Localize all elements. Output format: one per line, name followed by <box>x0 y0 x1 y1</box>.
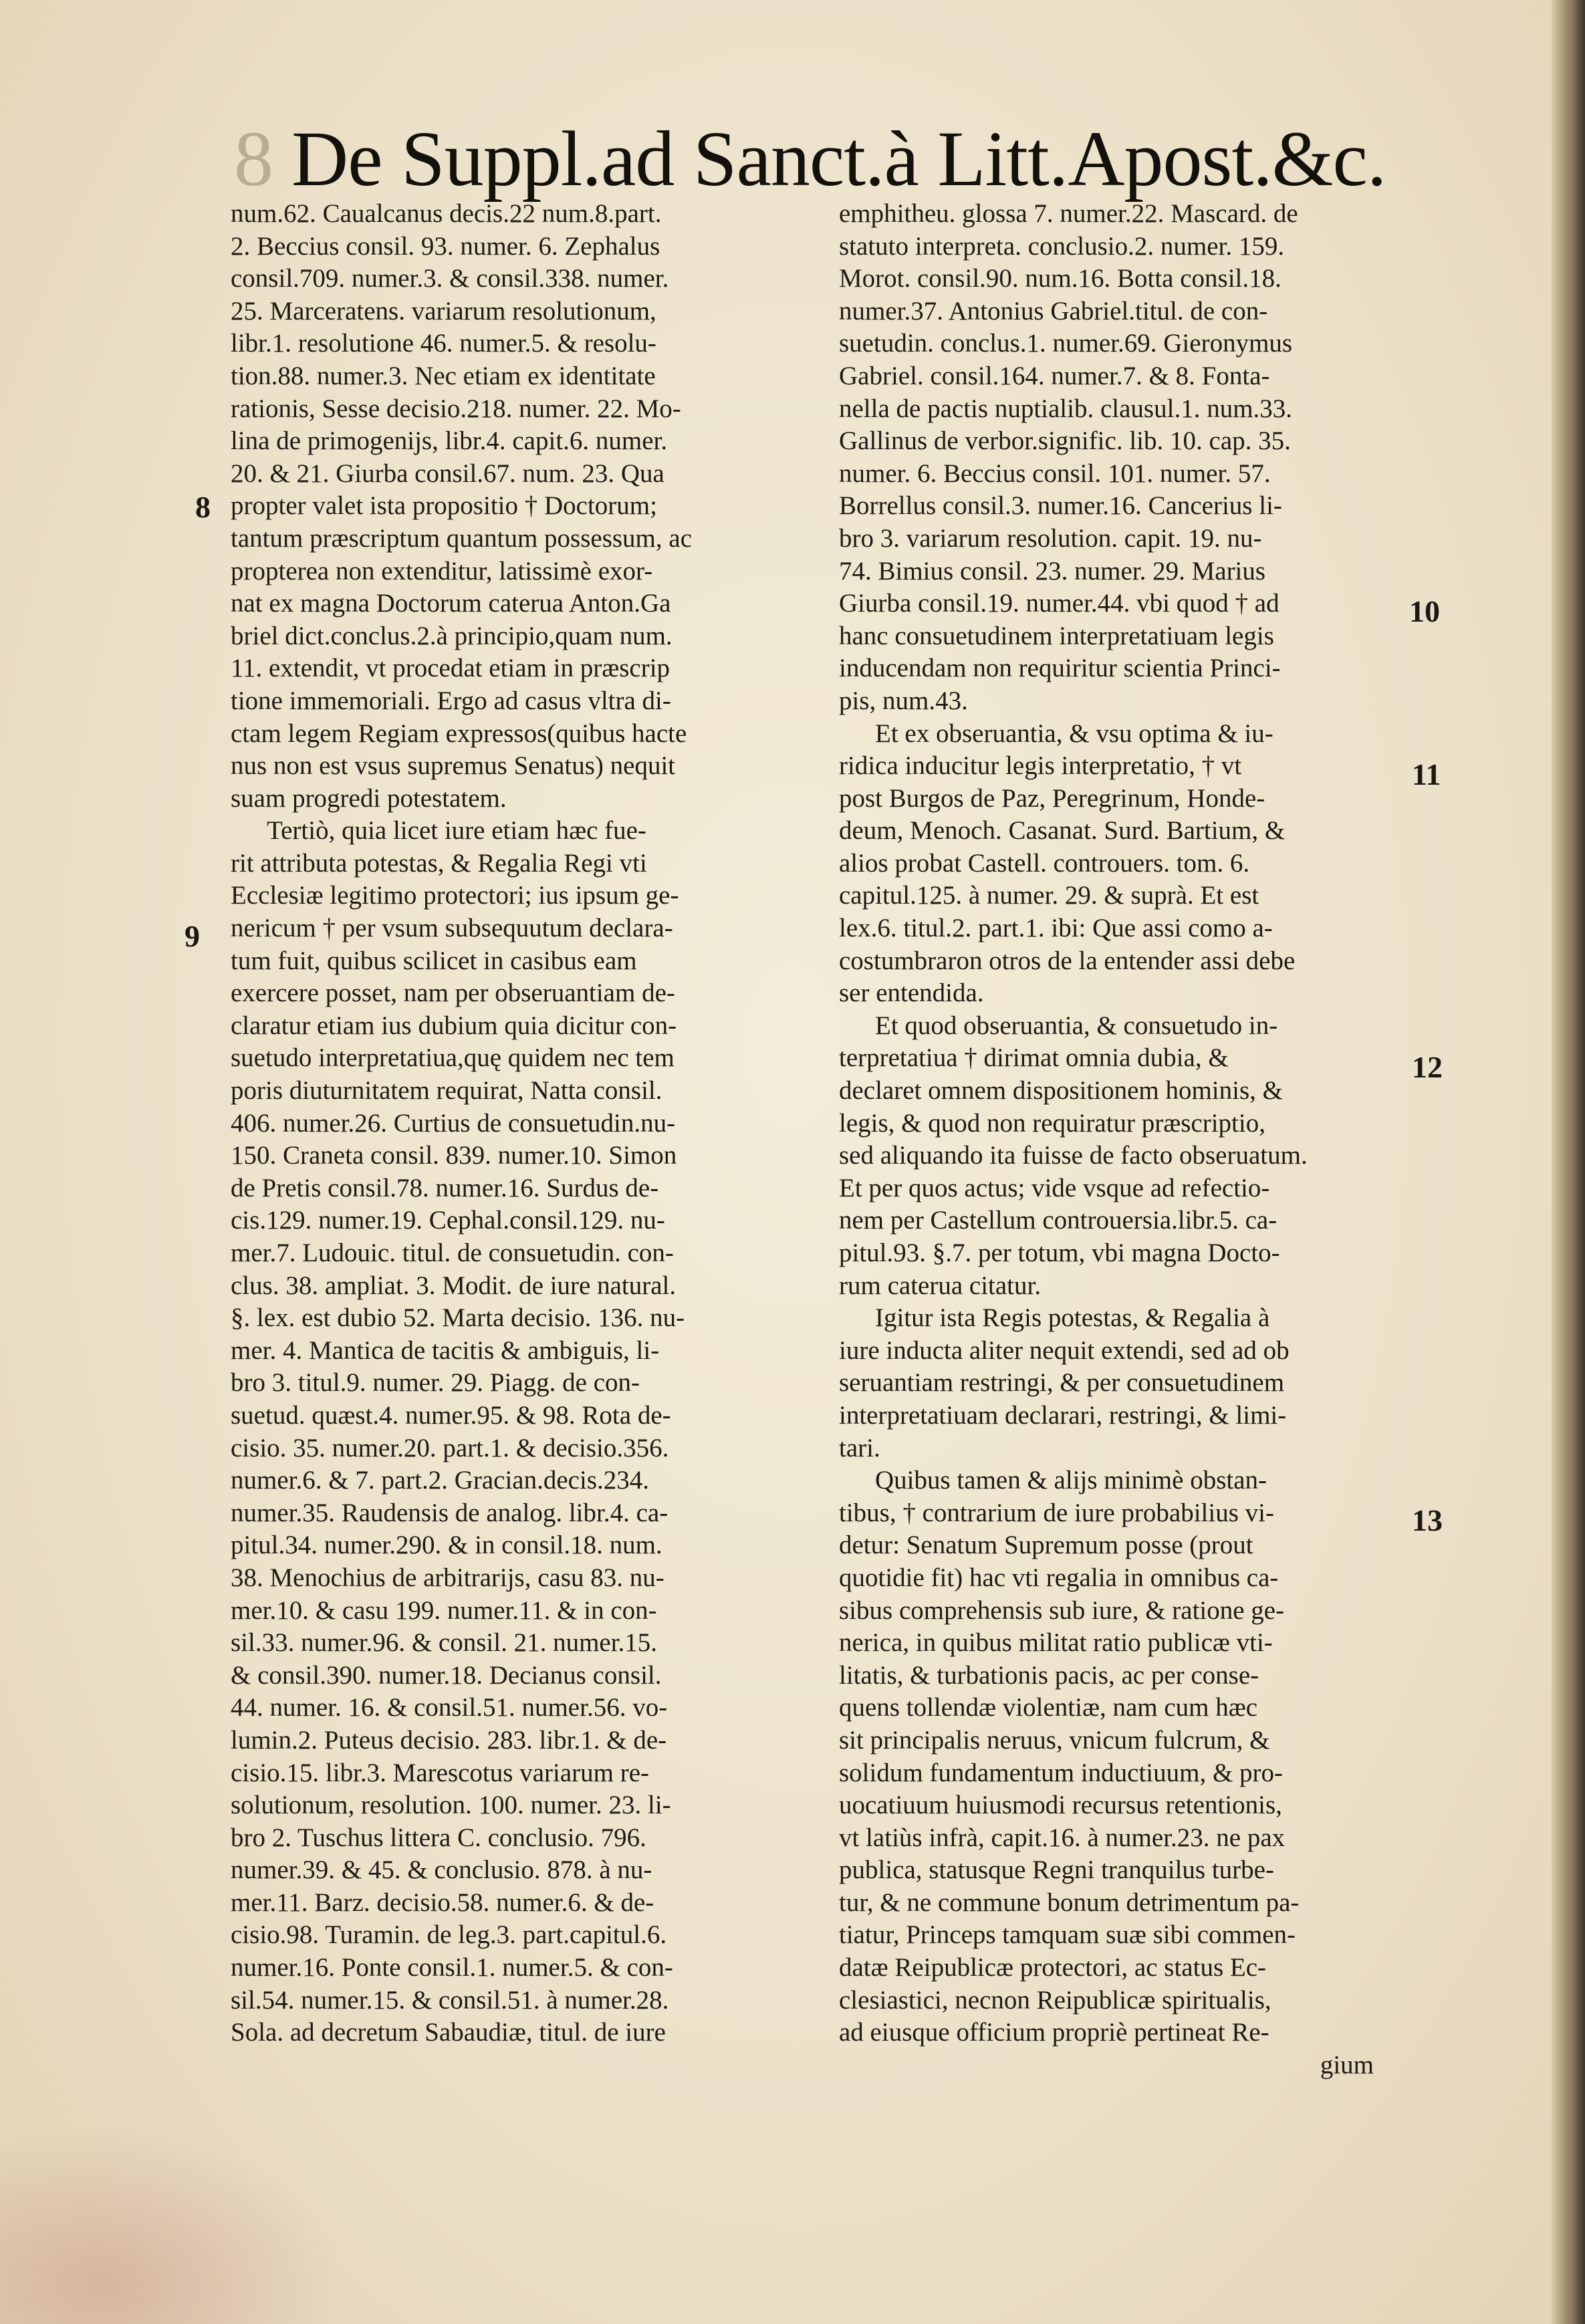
text-line: sibus comprehensis sub iure, & ratione ge- <box>839 1595 1285 1625</box>
text-line: propter valet ista propositio † Doctorum; <box>231 491 657 521</box>
text-line: numer.35. Raudensis de analog. libr.4. ca- <box>231 1498 668 1527</box>
text-line: tibus, † contrarium de iure probabilius vi- <box>839 1498 1274 1527</box>
paragraph-start: Quibus tamen & alijs minimè obstan- <box>875 1466 1267 1495</box>
text-line: terpretatiua † dirimat omnia dubia, & <box>839 1043 1229 1073</box>
text-line: Giurba consil.19. numer.44. vbi quod † ad <box>839 589 1279 618</box>
text-line: nem per Castellum controuersia.libr.5. ca- <box>839 1206 1277 1235</box>
text-line: lina de primogenijs, libr.4. capit.6. numer. <box>231 426 668 456</box>
text-line: ridica inducitur legis interpretatio, † vt <box>839 751 1242 781</box>
text-line: 38. Menochius de arbitrarijs, casu 83. nu- <box>231 1563 664 1592</box>
margin-number-11: 11 <box>1412 757 1441 791</box>
text-line: pitul.34. numer.290. & in consil.18. num. <box>231 1531 662 1560</box>
text-line: suetudo interpretatiua,quę quidem nec tem <box>231 1043 675 1073</box>
text-line: datæ Reipublicæ protectori, ac status Ec- <box>839 1953 1266 1982</box>
text-line: rit attributa potestas, & Regalia Regi vti <box>231 848 647 878</box>
text-line: costumbraron otros de la entender assi debe <box>839 946 1296 975</box>
text-line: lex.6. titul.2. part.1. ibi: Que assi como a- <box>839 914 1273 943</box>
text-line: mer.10. & casu 199. numer.11. & in con- <box>231 1595 657 1625</box>
text-line: uocatiuum huiusmodi recursus retentionis, <box>839 1791 1282 1820</box>
text-line: 2. Beccius consil. 93. numer. 6. Zephalus <box>231 231 660 261</box>
text-line: numer.16. Ponte consil.1. numer.5. & con- <box>231 1953 673 1982</box>
text-line: tum fuit, quibus scilicet in casibus eam <box>231 946 637 975</box>
text-line: ser entendida. <box>839 979 984 1008</box>
text-line: pitul.93. §.7. per totum, vbi magna Docto- <box>839 1239 1280 1267</box>
text-line: tantum præscriptum quantum possessum, ac <box>231 523 693 553</box>
page-edge-shadow <box>1552 0 1585 2324</box>
text-line: deum, Menoch. Casanat. Surd. Bartium, & <box>839 816 1286 846</box>
text-line: suetud. quæst.4. numer.95. & 98. Rota de- <box>231 1400 671 1430</box>
text-line: libr.1. resolutione 46. numer.5. & resolu- <box>231 329 656 358</box>
text-line: declaret omnem dispositionem hominis, & <box>839 1076 1283 1106</box>
page-stain <box>0 2125 348 2324</box>
text-line: legis, & quod non requiratur præscriptio, <box>839 1108 1265 1138</box>
paragraph-start: Tertiò, quia licet iure etiam hæc fue- <box>267 816 646 846</box>
text-line: cisio.15. libr.3. Marescotus variarum re- <box>231 1758 649 1787</box>
text-line: iure inducta aliter nequit extendi, sed ad ob <box>839 1335 1290 1365</box>
text-line: nat ex magna Doctorum caterua Anton.Ga <box>231 589 671 618</box>
text-line: Morot. consil.90. num.16. Botta consil.18. <box>839 264 1282 293</box>
text-line: sil.33. numer.96. & consil. 21. numer.15. <box>231 1628 658 1658</box>
text-line: 74. Bimius consil. 23. numer. 29. Marius <box>839 556 1266 586</box>
text-line: Gallinus de verbor.signific. lib. 10. cap. 35. <box>839 426 1291 456</box>
margin-number-8: 8 <box>195 490 211 524</box>
text-line: clesiastici, necnon Reipublicæ spiritualis, <box>839 1985 1271 2015</box>
text-line: 11. extendit, vt procedat etiam in præscrip <box>231 654 670 683</box>
text-line: Et per quos actus; vide vsque ad refectio- <box>839 1173 1270 1202</box>
text-line: clus. 38. ampliat. 3. Modit. de iure natural. <box>231 1271 677 1300</box>
text-line: Sola. ad decretum Sabaudiæ, titul. de iure <box>231 2018 666 2047</box>
text-line: consil.709. numer.3. & consil.338. numer. <box>231 264 669 293</box>
text-line: cisio. 35. numer.20. part.1. & decisio.356. <box>231 1433 669 1462</box>
paragraph-start: Igitur ista Regis potestas, & Regalia à <box>875 1303 1270 1333</box>
text-line: 406. numer.26. Curtius de consuetudin.nu- <box>231 1108 676 1138</box>
text-line: num.62. Caualcanus decis.22 num.8.part. <box>231 199 662 228</box>
margin-number-10: 10 <box>1409 594 1440 628</box>
text-line: lumin.2. Puteus decisio. 283. libr.1. & de- <box>231 1725 667 1755</box>
text-line: Ecclesiæ legitimo protectori; ius ipsum ge- <box>231 881 679 910</box>
text-line: sil.54. numer.15. & consil.51. à numer.28. <box>231 1985 669 2015</box>
text-line: inducendam non requiritur scientia Princi- <box>839 654 1281 683</box>
text-line: numer. 6. Beccius consil. 101. numer. 57. <box>839 459 1271 488</box>
text-line: bro 2. Tuschus littera C. conclusio. 796. <box>231 1823 646 1852</box>
text-line: statuto interpreta. conclusio.2. numer. 159. <box>839 231 1285 261</box>
text-line: numer.6. & 7. part.2. Gracian.decis.234. <box>231 1466 649 1495</box>
paragraph-start: Et quod obseruantia, & consuetudo in- <box>875 1011 1278 1040</box>
text-line: 150. Craneta consil. 839. numer.10. Simon <box>231 1141 677 1170</box>
page-number: 8 <box>234 115 273 203</box>
text-line: mer.7. Ludouic. titul. de consuetudin. con- <box>231 1239 674 1267</box>
text-line: alios probat Castell. controuers. tom. 6. <box>839 848 1250 878</box>
text-line: tiatur, Princeps tamquam suæ sibi commen- <box>839 1920 1296 1950</box>
running-title: De Suppl.ad Sanct.à Litt.Apost.&c. <box>291 115 1386 203</box>
text-line: rum caterua citatur. <box>839 1271 1042 1300</box>
text-line: claratur etiam ius dubium quia dicitur con- <box>231 1011 677 1040</box>
text-line: vt latiùs infrà, capit.16. à numer.23. ne pax <box>839 1823 1286 1852</box>
text-line: pis, num.43. <box>839 686 968 715</box>
text-line: litatis, & turbationis pacis, ac per conse- <box>839 1660 1259 1690</box>
text-line: tion.88. numer.3. Nec etiam ex identitate <box>231 361 656 390</box>
text-line: emphitheu. glossa 7. numer.22. Mascard. de <box>839 199 1298 228</box>
text-line: post Burgos de Paz, Peregrinum, Honde- <box>839 783 1265 813</box>
text-line: briel dict.conclus.2.à principio,quam num. <box>231 621 673 650</box>
text-line: tari. <box>839 1433 880 1462</box>
text-line: sed aliquando ita fuisse de facto obseruatum. <box>839 1141 1308 1170</box>
text-line: cis.129. numer.19. Cephal.consil.129. nu- <box>231 1206 665 1235</box>
text-line: nus non est vsus supremus Senatus) nequit <box>231 751 676 781</box>
text-line: quens tollendæ violentiæ, nam cum hæc <box>839 1693 1258 1722</box>
margin-number-12: 12 <box>1412 1050 1443 1084</box>
right-column <box>839 198 1414 2081</box>
text-line: Borrellus consil.3. numer.16. Cancerius li- <box>839 491 1282 521</box>
text-line: hanc consuetudinem interpretatiuam legis <box>839 621 1274 650</box>
text-line: rationis, Sesse decisio.218. numer. 22. Mo- <box>231 394 681 423</box>
text-line: nericum † per vsum subsequutum declara- <box>231 914 673 943</box>
text-line: mer.11. Barz. decisio.58. numer.6. & de- <box>231 1888 654 1917</box>
text-line: suetudin. conclus.1. numer.69. Gieronymus <box>839 329 1293 358</box>
text-line: suam progredi potestatem. <box>231 783 507 813</box>
text-line: 25. Marceratens. variarum resolutionum, <box>231 296 656 326</box>
text-line: detur: Senatum Supremum posse (prout <box>839 1531 1253 1560</box>
left-column <box>231 198 806 2049</box>
text-line: de Pretis consil.78. numer.16. Surdus de- <box>231 1173 659 1202</box>
text-line: ctam legem Regiam expressos(quibus hacte <box>231 719 687 748</box>
catchword: gium <box>1320 2050 1374 2079</box>
text-line: solutionum, resolution. 100. numer. 23. li- <box>231 1791 671 1820</box>
text-line: 20. & 21. Giurba consil.67. num. 23. Qua <box>231 459 664 488</box>
text-line: sit principalis neruus, vnicum fulcrum, & <box>839 1725 1270 1755</box>
text-line: tione immemoriali. Ergo ad casus vltra di- <box>231 686 671 715</box>
text-line: poris diuturnitatem requirat, Natta consil. <box>231 1076 662 1106</box>
text-line: §. lex. est dubio 52. Marta decisio. 136. nu- <box>231 1303 685 1333</box>
text-line: Gabriel. consil.164. numer.7. & 8. Fonta- <box>839 361 1270 390</box>
text-line: bro 3. titul.9. numer. 29. Piagg. de con- <box>231 1368 640 1398</box>
text-line: tur, & ne commune bonum detrimentum pa- <box>839 1888 1300 1917</box>
text-line: & consil.390. numer.18. Decianus consil. <box>231 1660 662 1690</box>
margin-number-13: 13 <box>1412 1503 1443 1537</box>
text-line: nerica, in quibus militat ratio publicæ vti- <box>839 1628 1273 1658</box>
text-line: publica, statusque Regni tranquilus turbe- <box>839 1855 1274 1885</box>
text-line: nella de pactis nuptialib. clausul.1. num.33. <box>839 394 1293 423</box>
text-line: seruantiam restringi, & per consuetudinem <box>839 1368 1285 1398</box>
paragraph-start: Et ex obseruantia, & vsu optima & iu- <box>875 719 1273 748</box>
running-header <box>234 112 1386 206</box>
text-line: solidum fundamentum inductiuum, & pro- <box>839 1758 1284 1787</box>
text-line: mer. 4. Mantica de tacitis & ambiguis, li- <box>231 1335 660 1365</box>
text-line: ad eiusque officium propriè pertineat Re- <box>839 2018 1269 2047</box>
text-line: exercere posset, nam per obseruantiam de- <box>231 979 675 1008</box>
text-line: interpretatiuam declarari, restringi, & limi- <box>839 1400 1287 1430</box>
text-line: propterea non extenditur, latissimè exor- <box>231 556 653 586</box>
text-line: bro 3. variarum resolution. capit. 19. nu- <box>839 523 1262 553</box>
text-line: quotidie fit) hac vti regalia in omnibus ca- <box>839 1563 1279 1592</box>
text-line: numer.37. Antonius Gabriel.titul. de con- <box>839 296 1268 326</box>
text-line: numer.39. & 45. & conclusio. 878. à nu- <box>231 1855 652 1885</box>
text-line: 44. numer. 16. & consil.51. numer.56. vo- <box>231 1693 668 1722</box>
text-line: capitul.125. à numer. 29. & suprà. Et est <box>839 881 1259 910</box>
text-line: cisio.98. Turamin. de leg.3. part.capitul.6. <box>231 1920 667 1950</box>
margin-number-9: 9 <box>185 919 200 953</box>
